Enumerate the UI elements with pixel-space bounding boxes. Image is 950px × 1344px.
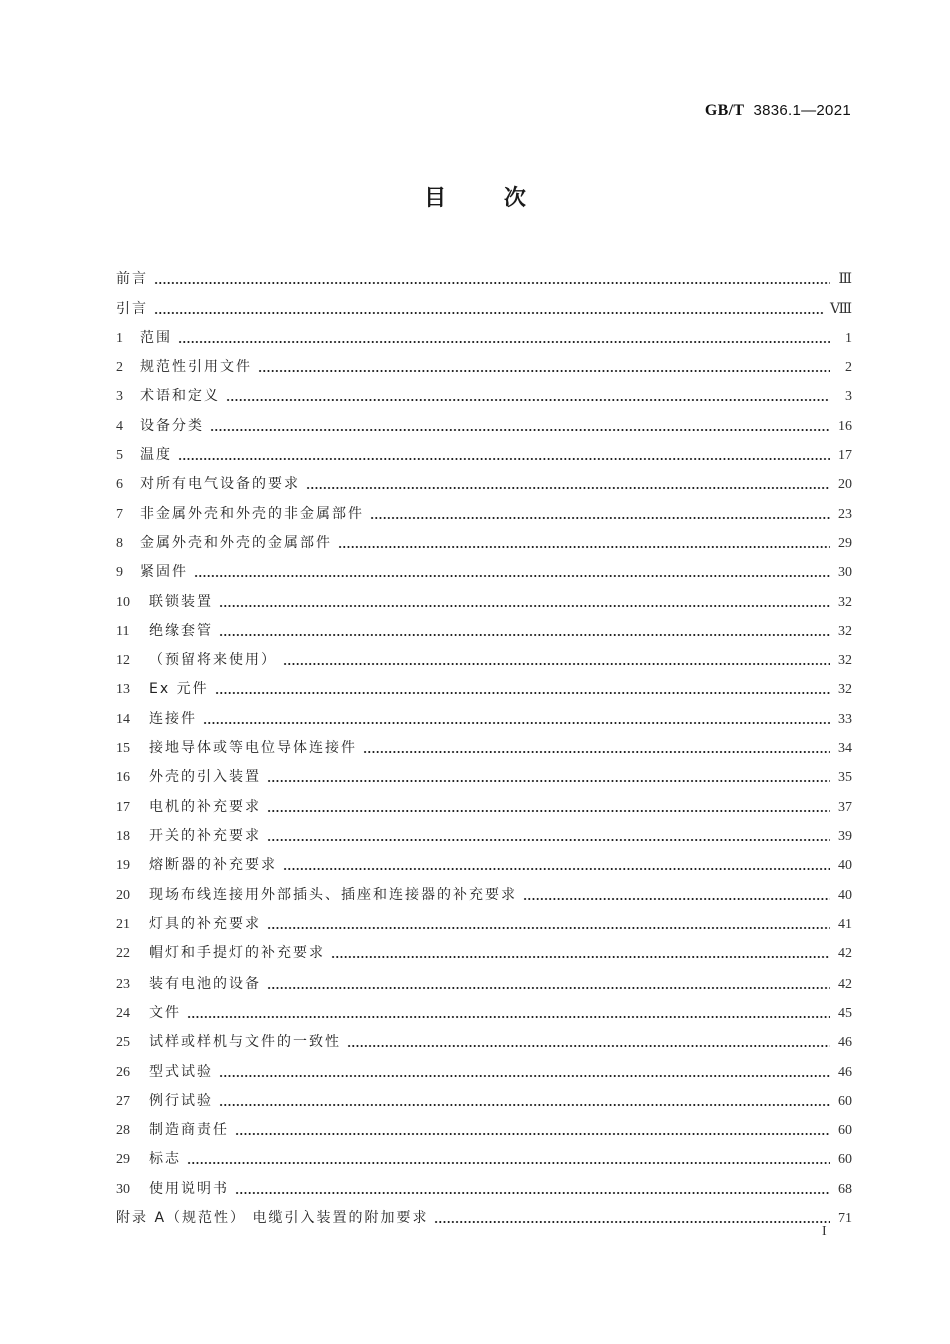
dot-leader [283,663,830,665]
toc-entry-page: 46 [838,1064,852,1080]
toc-entry-label: 型式试验 [149,1063,213,1080]
toc-entry-number: 21 [116,916,130,932]
dot-leader [267,987,830,989]
toc-entry-label: 联锁装置 [149,593,213,610]
dot-leader [258,370,830,372]
toc-entry-label: （预留将来使用） [149,652,277,669]
toc-entry[interactable] [116,669,852,698]
toc-entry-label: 术语和定义 [140,388,220,405]
dot-leader [267,810,830,812]
toc-entry-page: 60 [838,1123,852,1139]
toc-entry-page: 3 [845,389,852,405]
toc-entry-number: 3 [116,389,123,405]
toc-entry-page: 40 [838,887,852,903]
toc-entry-page: 35 [838,770,852,786]
toc-entry-number: 20 [116,887,130,903]
toc-entry-label: 范围 [140,329,172,346]
table-of-contents [116,259,852,1227]
toc-entry[interactable] [116,1051,852,1080]
toc-entry[interactable] [116,1139,852,1168]
toc-entry-page: 42 [838,946,852,962]
toc-entry[interactable] [116,493,852,522]
toc-entry-label: 装有电池的设备 [149,975,261,992]
toc-entry[interactable] [116,786,852,815]
toc-entry-number: 12 [116,653,130,669]
dot-leader [267,780,830,782]
toc-entry-number: 17 [116,799,130,815]
toc-entry[interactable] [116,1081,852,1110]
dot-leader [154,312,824,314]
toc-entry-number: 1 [116,330,123,346]
toc-entry-label: 例行试验 [149,1092,213,1109]
toc-entry-label: 制造商责任 [149,1122,229,1139]
toc-entry-number: 28 [116,1123,130,1139]
dot-leader [187,1016,830,1018]
toc-entry-page: 39 [838,828,852,844]
title-char-1: 目 [424,186,447,211]
toc-entry-number: 26 [116,1064,130,1080]
toc-entry-page: 16 [838,418,852,434]
toc-entry-number: 19 [116,858,130,874]
toc-entry-label: 接地导体或等电位导体连接件 [149,740,357,757]
toc-entry[interactable] [116,1198,852,1227]
toc-entry[interactable] [116,435,852,464]
page-title [0,181,950,212]
toc-entry-number: 10 [116,594,130,610]
dot-leader [523,898,830,900]
toc-entry-number: 15 [116,741,130,757]
toc-entry-page: 32 [838,682,852,698]
dot-leader [267,927,830,929]
toc-entry-label: 连接件 [149,710,197,727]
toc-entry-page: 40 [838,858,852,874]
dot-leader [331,956,830,958]
toc-entry-label: 文件 [149,1004,181,1021]
dot-leader [194,575,830,577]
toc-entry-label: 前言 [116,271,148,288]
toc-entry-page: 32 [838,594,852,610]
toc-entry-page: 60 [838,1093,852,1109]
toc-entry[interactable] [116,728,852,757]
toc-entry-label: 试样或样机与文件的一致性 [149,1034,341,1051]
toc-entry[interactable] [116,1022,852,1051]
toc-entry[interactable] [116,347,852,376]
toc-entry[interactable] [116,318,852,347]
toc-entry-label: 电机的补充要求 [149,798,261,815]
dot-leader [215,692,830,694]
toc-entry[interactable] [116,816,852,845]
dot-leader [210,429,830,431]
toc-entry[interactable] [116,611,852,640]
toc-entry[interactable] [116,904,852,933]
dot-leader [178,341,830,343]
toc-entry-number: 23 [116,976,130,992]
toc-entry-number: 24 [116,1005,130,1021]
toc-entry-number: 7 [116,506,123,522]
toc-entry[interactable] [116,933,852,962]
toc-entry-number: 29 [116,1152,130,1168]
toc-entry[interactable] [116,698,852,727]
toc-entry-label: 非金属外壳和外壳的非金属部件 [140,505,364,522]
toc-entry-number: 6 [116,477,123,493]
toc-entry[interactable] [116,405,852,434]
toc-entry-label: 使用说明书 [149,1180,229,1197]
toc-entry-page: 30 [838,565,852,581]
toc-entry[interactable] [116,259,852,288]
dot-leader [187,1162,830,1164]
dot-leader [283,868,830,870]
toc-entry[interactable] [116,376,852,405]
toc-entry-label: 绝缘套管 [149,622,213,639]
toc-entry-page: 29 [838,535,852,551]
toc-entry-page: 45 [838,1005,852,1021]
dot-leader [347,1045,830,1047]
toc-entry-page: 60 [838,1152,852,1168]
toc-entry-label: 标志 [149,1151,181,1168]
toc-entry-label: 开关的补充要求 [149,827,261,844]
toc-entry-page: 32 [838,623,852,639]
toc-entry-number: 9 [116,565,123,581]
dot-leader [235,1192,830,1194]
toc-entry-page: 33 [838,711,852,727]
toc-entry-number: 13 [116,682,130,698]
toc-entry-page: 17 [838,448,852,464]
toc-entry-label: 对所有电气设备的要求 [140,476,300,493]
toc-entry-number: 14 [116,711,130,727]
toc-entry-page: 2 [845,360,852,376]
toc-entry-label: 温度 [140,447,172,464]
toc-entry-label: 引言 [116,300,148,317]
dot-leader [370,517,830,519]
toc-entry-page: 23 [838,506,852,522]
dot-leader [219,1104,830,1106]
dot-leader [226,399,830,401]
toc-entry-number: 4 [116,418,123,434]
standard-prefix: GB/T [704,102,745,119]
toc-entry[interactable] [116,962,852,993]
toc-entry-number: 11 [116,623,130,639]
toc-entry-page: 41 [838,916,852,932]
toc-entry-label: 帽灯和手提灯的补充要求 [149,945,325,962]
toc-entry-number: 5 [116,448,123,464]
toc-entry-number: 16 [116,770,130,786]
dot-leader [267,839,830,841]
dot-leader [434,1221,830,1223]
toc-entry-number: 27 [116,1093,130,1109]
dot-leader [154,282,830,284]
toc-entry[interactable] [116,1110,852,1139]
dot-leader [203,722,830,724]
toc-entry[interactable] [116,523,852,552]
toc-entry-page: 68 [838,1181,852,1197]
toc-entry-label: 设备分类 [140,417,204,434]
toc-entry-page: 71 [838,1211,852,1226]
toc-entry[interactable] [116,993,852,1022]
toc-entry-number: 2 [116,360,123,376]
toc-entry[interactable] [116,288,852,317]
toc-entry[interactable] [116,1168,852,1197]
toc-entry-page: Ⅷ [829,301,852,317]
toc-entry-page: 20 [838,477,852,493]
toc-entry-page: 46 [838,1035,852,1051]
standard-header [705,101,851,120]
toc-entry-number: 18 [116,828,130,844]
dot-leader [363,751,830,753]
title-char-2: 次 [503,186,526,211]
toc-entry[interactable] [116,757,852,786]
toc-entry-label: 紧固件 [140,564,188,581]
toc-entry[interactable] [116,552,852,581]
toc-entry-label: 外壳的引入装置 [149,769,261,786]
toc-entry[interactable] [116,874,852,903]
toc-entry[interactable] [116,845,852,874]
dot-leader [235,1133,830,1135]
toc-entry-label: Ex 元件 [149,681,209,698]
toc-entry[interactable] [116,640,852,669]
toc-entry-label: 规范性引用文件 [140,359,252,376]
dot-leader [178,458,830,460]
page-number: I [822,1224,827,1239]
dot-leader [219,1075,830,1077]
toc-entry[interactable] [116,464,852,493]
toc-entry-page: 1 [845,330,852,346]
toc-entry-label: 熔断器的补充要求 [149,857,277,874]
toc-entry-number: 30 [116,1181,130,1197]
toc-entry-page: 37 [838,799,852,815]
toc-entry-number: 8 [116,535,123,551]
toc-entry-page: 42 [838,976,852,992]
dot-leader [219,634,830,636]
toc-entry-label: 现场布线连接用外部插头、插座和连接器的补充要求 [149,886,517,903]
toc-entry-page: Ⅲ [838,272,852,288]
toc-entry-label: 金属外壳和外壳的金属部件 [140,534,332,551]
dot-leader [219,605,830,607]
standard-number: 3836.1—2021 [753,102,851,119]
dot-leader [338,546,830,548]
toc-entry-number: 25 [116,1035,130,1051]
dot-leader [306,487,830,489]
toc-entry[interactable] [116,581,852,610]
toc-entry-label: 附录 A（规范性） 电缆引入装置的附加要求 [116,1210,429,1226]
toc-entry-label: 灯具的补充要求 [149,915,261,932]
toc-entry-number: 22 [116,946,130,962]
toc-entry-page: 34 [838,741,852,757]
toc-entry-page: 32 [838,653,852,669]
